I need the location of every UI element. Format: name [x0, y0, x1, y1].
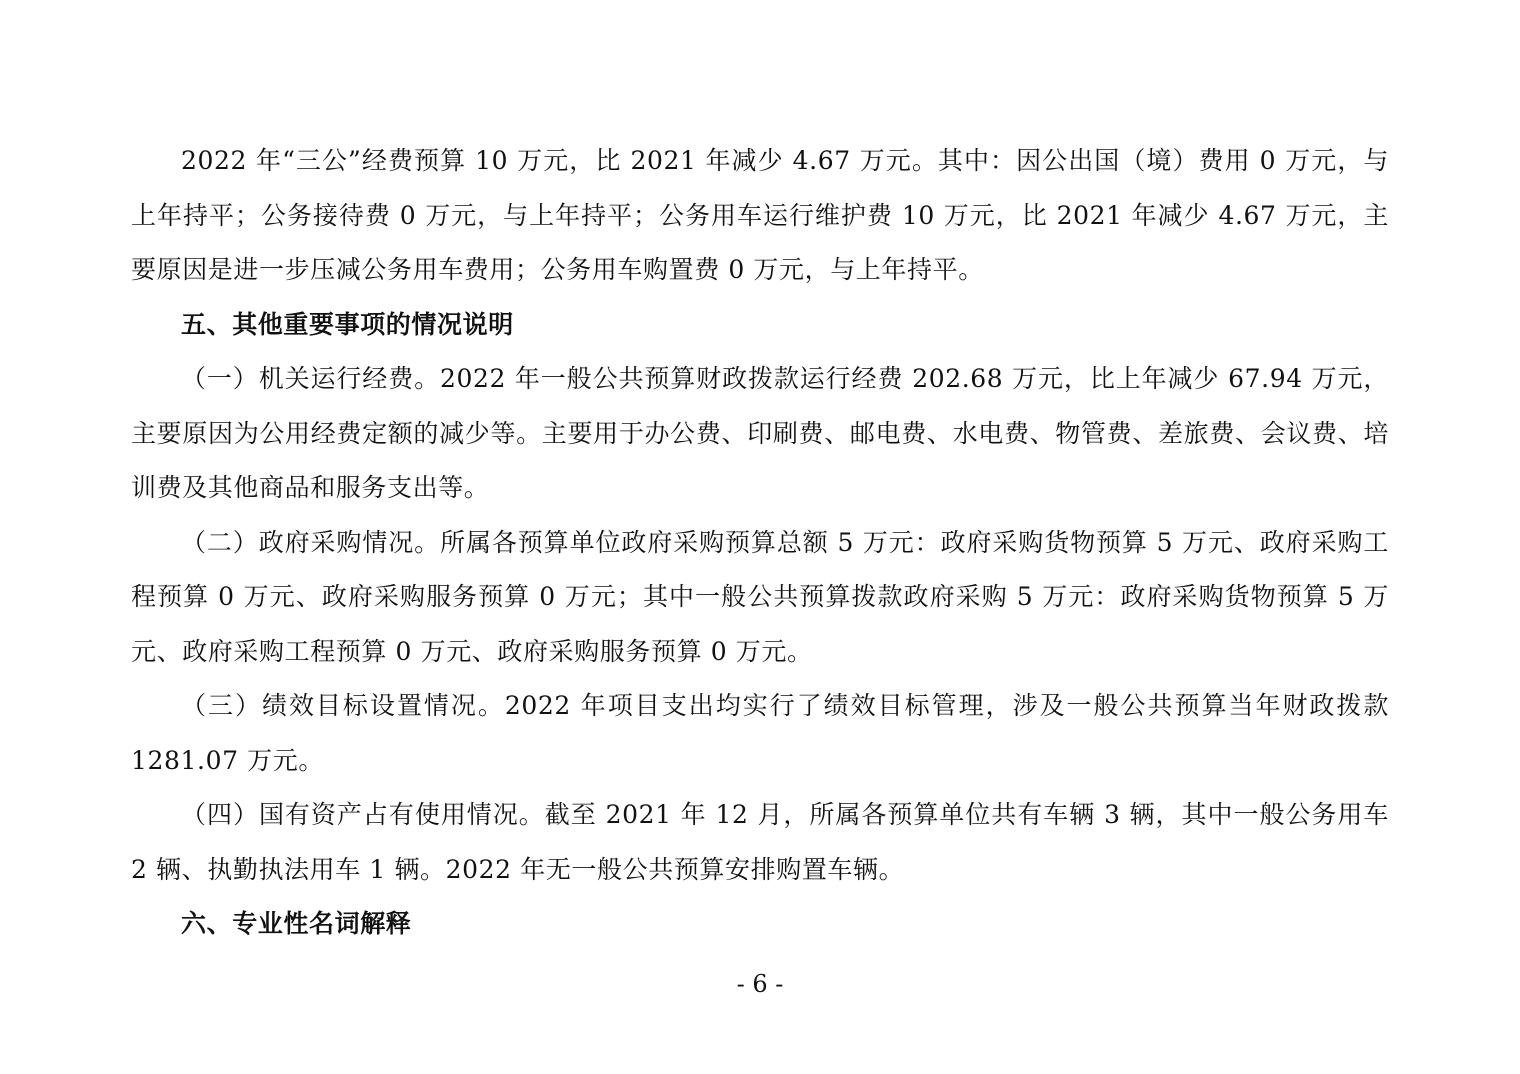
state-assets-text: 截至 2021 年 12 月，所属各预算单位共有车辆 3 辆，其中一般公务用车 2 辆、执勤执法用车 1 辆。2022 年无一般公共预算安排购置车辆。 — [131, 800, 1389, 884]
operating-expenses-text: 2022 年一般公共预算财政拨款运行经费 202.68 万元，比上年减少 67.94 万元，主要原因为公用经费定额的减少等。主要用于办公费、印刷费、邮电费、水电费、物管费、差旅费、会议费、培训费及其他商品和服务支出等。 — [131, 364, 1389, 502]
state-assets-paragraph — [131, 788, 1389, 897]
section-heading-other-matters: 五、其他重要事项的情况说明 — [181, 309, 514, 339]
document-body — [131, 134, 1389, 952]
operating-expenses-paragraph — [131, 352, 1389, 516]
performance-goals-paragraph — [131, 679, 1389, 788]
performance-goals-lead: （三）绩效目标设置情况。 — [181, 691, 505, 720]
performance-goals-text: 2022 年项目支出均实行了绩效目标管理，涉及一般公共预算当年财政拨款 1281.07 万元。 — [131, 691, 1390, 775]
section-heading-terminology: 六、专业性名词解释 — [181, 909, 412, 938]
operating-expenses-lead: （一）机关运行经费。 — [181, 364, 440, 393]
three-public-expenses-paragraph: 2022 年“三公”经费预算 10 万元，比 2021 年减少 4.67 万元。其中：因公出国（境）费用 0 万元，与上年持平；公务接待费 0 万元，与上年持平；公务用车运行维护费 10 万元，比 2021 年减少 4.67 万元，主要原因是进一步压减公务用车费用；公务用车购置费 0 万元，与上年持平。 — [131, 146, 1389, 284]
state-assets-lead: （四）国有资产占有使用情况。 — [181, 800, 545, 829]
procurement-paragraph — [131, 516, 1389, 680]
procurement-text: 所属各预算单位政府采购预算总额 5 万元：政府采购货物预算 5 万元、政府采购工程预算 0 万元、政府采购服务预算 0 万元；其中一般公共预算拨款政府采购 5 万元：政府采购货物预算 5 万元、政府采购工程预算 0 万元、政府采购服务预算 0 万元。 — [131, 527, 1389, 666]
page-number: - 6 - — [736, 970, 784, 998]
procurement-lead: （二）政府采购情况。 — [181, 527, 441, 557]
